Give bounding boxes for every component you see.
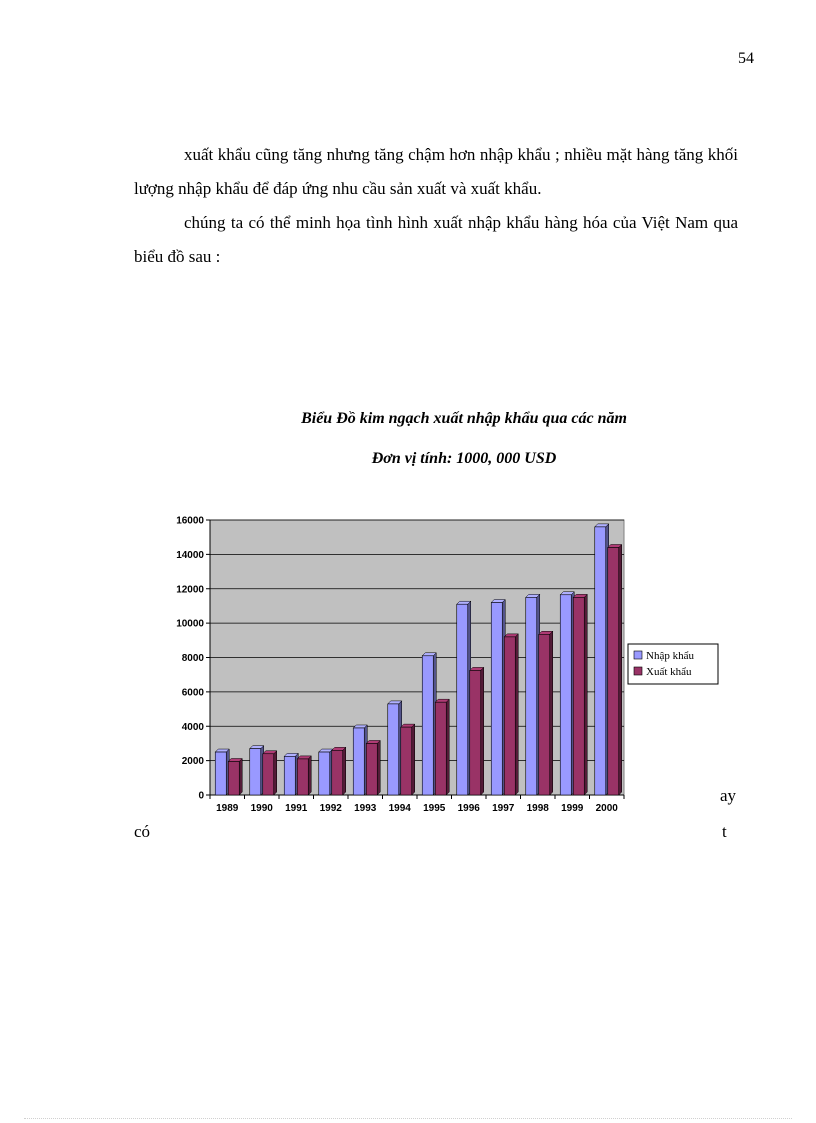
bottom-rule	[24, 1118, 792, 1119]
bar-side	[412, 724, 415, 795]
legend-label: Nhập khẩu	[646, 650, 694, 662]
x-tick-label: 1996	[457, 803, 480, 814]
bar-side	[550, 631, 553, 795]
bar-Nhập khẩu-1994	[388, 701, 402, 795]
bar-face	[595, 527, 606, 795]
bar-side	[584, 594, 587, 795]
x-tick-label: 1995	[423, 803, 446, 814]
bar-Xuất khẩu-1998	[539, 631, 553, 795]
bar-side	[446, 699, 449, 795]
bar-Xuất khẩu-1989	[228, 758, 242, 795]
y-tick-label: 2000	[181, 756, 204, 768]
bar-Nhập khẩu-1991	[284, 753, 298, 795]
bar-face	[263, 754, 274, 795]
x-tick-label: 1993	[354, 803, 377, 814]
bar-face	[353, 728, 364, 795]
bar-side	[308, 756, 311, 795]
x-tick-label: 1994	[388, 803, 411, 814]
y-tick-label: 12000	[176, 584, 204, 596]
bar-Xuất khẩu-1997	[504, 634, 518, 795]
bar-Nhập khẩu-2000	[595, 524, 609, 795]
bar-Xuất khẩu-1995	[435, 699, 449, 795]
bar-face	[284, 756, 295, 795]
bar-Nhập khẩu-1990	[250, 746, 264, 795]
bar-face	[435, 702, 446, 795]
y-tick-label: 14000	[176, 549, 204, 561]
legend-swatch	[634, 651, 642, 659]
x-tick-label: 1999	[561, 803, 584, 814]
y-tick-label: 4000	[181, 721, 204, 733]
bar-Nhập khẩu-1997	[491, 600, 505, 796]
bar-Nhập khẩu-1996	[457, 601, 471, 795]
overflow-fragment-3: t	[722, 822, 727, 841]
bar-face	[250, 749, 261, 795]
bar-face	[319, 752, 330, 795]
x-tick-label: 1998	[526, 803, 549, 814]
bar-Nhập khẩu-1995	[422, 653, 436, 795]
chart-title: Biểu Đồ kim ngạch xuất nhập khẩu qua các năm	[301, 410, 627, 427]
legend-swatch	[634, 667, 642, 675]
y-tick-label: 6000	[181, 687, 204, 699]
bar-face	[608, 548, 619, 796]
legend-label: Xuất khẩu	[646, 666, 692, 678]
bar-face	[526, 597, 537, 795]
bar-face	[504, 637, 515, 795]
bar-face	[470, 670, 481, 795]
bar-face	[228, 761, 239, 795]
bar-face	[215, 752, 226, 795]
bar-side	[481, 667, 484, 795]
bar-side	[377, 740, 380, 795]
paragraph-1-text: xuất khẩu cũng tăng nhưng tăng chậm hơn nhập khẩu ; nhiều mặt hàng tăng khối lượng nhập khẩu để đáp ứng nhu cầu sản xuất và xuất khẩu.	[134, 145, 738, 198]
bar-Xuất khẩu-2000	[608, 545, 622, 796]
bar-Nhập khẩu-1998	[526, 594, 540, 795]
bar-Xuất khẩu-1999	[573, 594, 587, 795]
bar-face	[539, 634, 550, 795]
bar-Nhập khẩu-1999	[560, 592, 574, 795]
bar-Xuất khẩu-1991	[297, 756, 311, 795]
overflow-fragment-2: có	[134, 822, 151, 841]
x-tick-label: 1989	[216, 803, 239, 814]
x-tick-label: 1990	[250, 803, 273, 814]
bar-side	[343, 747, 346, 795]
y-tick-label: 0	[198, 790, 204, 802]
bar-Nhập khẩu-1989	[215, 749, 229, 795]
bar-chart	[160, 508, 740, 818]
bar-face	[560, 595, 571, 795]
bar-side	[515, 634, 518, 795]
bar-face	[457, 604, 468, 795]
y-tick-label: 16000	[176, 515, 204, 527]
page-number: 54	[738, 50, 754, 67]
x-tick-label: 1997	[492, 803, 515, 814]
bar-face	[332, 750, 343, 795]
paragraph-2-text: chúng ta có thể minh họa tình hình xuất nhập khẩu hàng hóa của Việt Nam qua biểu đồ sau :	[134, 213, 738, 266]
overflow-fragment-1: ay	[720, 786, 737, 805]
bar-Xuất khẩu-1996	[470, 667, 484, 795]
bar-face	[573, 597, 584, 795]
bar-face	[388, 704, 399, 795]
x-tick-label: 1991	[285, 803, 308, 814]
paragraph-1	[134, 138, 738, 206]
x-tick-label: 1992	[319, 803, 342, 814]
bar-side	[239, 758, 242, 795]
y-tick-label: 10000	[176, 618, 204, 630]
bar-Xuất khẩu-1992	[332, 747, 346, 795]
bar-Nhập khẩu-1993	[353, 725, 367, 795]
bar-Xuất khẩu-1993	[366, 740, 380, 795]
bar-face	[297, 759, 308, 795]
bar-side	[274, 751, 277, 795]
bar-face	[366, 743, 377, 795]
bar-face	[401, 727, 412, 795]
paragraph-2	[134, 206, 738, 274]
bar-face	[491, 603, 502, 796]
bar-Xuất khẩu-1994	[401, 724, 415, 795]
y-tick-label: 8000	[181, 653, 204, 664]
bar-Nhập khẩu-1992	[319, 749, 333, 795]
chart-unit: Đơn vị tính: 1000, 000 USD	[371, 450, 557, 467]
bar-side	[619, 545, 622, 796]
x-tick-label: 2000	[595, 803, 618, 814]
bar-face	[422, 656, 433, 795]
bar-Xuất khẩu-1990	[263, 751, 277, 795]
